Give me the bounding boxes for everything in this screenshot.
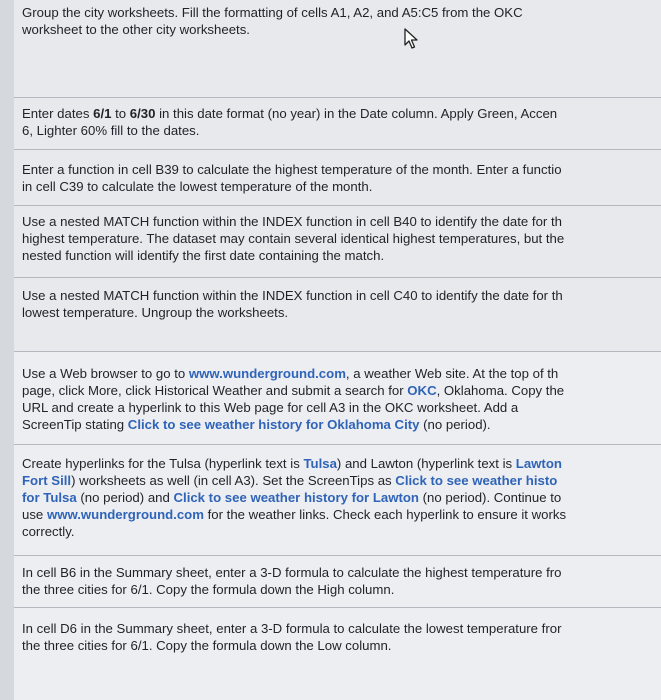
step-index-match-b40 — [14, 205, 661, 278]
step-text-line: the three cities for 6/1. Copy the formula down the High column. — [22, 582, 395, 597]
step-highest-lowest-functions — [14, 149, 661, 206]
step-text-line: Group the city worksheets. Fill the formatting of cells A1, A2, and A5:C5 from the OKC — [22, 5, 523, 20]
okc-link[interactable]: OKC — [407, 383, 437, 398]
screentip-lawton-text: Click to see weather history for Lawton — [173, 490, 419, 505]
screentip-tulsa-text-cont: for Tulsa — [22, 490, 77, 505]
step-text-line: 6, Lighter 60% fill to the dates. — [22, 123, 200, 138]
step-text-line: Fort Sill) worksheets as well (in cell A3). Set the ScreenTips as Click to see weather histo — [22, 473, 558, 488]
step-text-line: In cell D6 in the Summary sheet, enter a 3-D formula to calculate the lowest temperature fror — [22, 621, 562, 636]
step-text-line: In cell B6 in the Summary sheet, enter a 3-D formula to calculate the highest temperature fro — [22, 565, 562, 580]
tulsa-link[interactable]: Tulsa — [303, 456, 337, 471]
step-text-line: highest temperature. The dataset may contain several identical highest temperatures, but the — [22, 231, 565, 246]
step-text-line: the three cities for 6/1. Copy the formula down the Low column. — [22, 638, 392, 653]
step-text-line: worksheet to the other city worksheets. — [22, 22, 250, 37]
step-text-line: Use a Web browser to go to www.wunderground.com, a weather Web site. At the top of th — [22, 366, 559, 381]
step-text-line: nested function will identify the first date containing the match. — [22, 248, 385, 263]
wunderground-link[interactable]: www.wunderground.com — [188, 366, 346, 381]
step-text-line: correctly. — [22, 524, 75, 539]
step-text-line: in cell C39 to calculate the lowest temperature of the month. — [22, 179, 373, 194]
step-3d-formula-high — [14, 555, 661, 608]
step-enter-dates — [14, 97, 661, 150]
step-3d-formula-low — [14, 607, 661, 700]
step-text-line: Create hyperlinks for the Tulsa (hyperlink text is Tulsa) and Lawton (hyperlink text is Lawton — [22, 456, 562, 471]
step-okc-hyperlink — [14, 351, 661, 445]
step-text-line: page, click More, click Historical Weather and submit a search for OKC, Oklahoma. Copy the — [22, 383, 565, 398]
screentip-tulsa-text: Click to see weather histo — [395, 473, 558, 488]
step-text-line: use www.wunderground.com for the weather links. Check each hyperlink to ensure it works — [22, 507, 567, 522]
step-index-match-c40 — [14, 277, 661, 352]
step-group-worksheets — [14, 0, 661, 97]
step-text-line: ScreenTip stating Click to see weather history for Oklahoma City (no period). — [22, 417, 491, 432]
step-text-line: for Tulsa (no period) and Click to see weather history for Lawton (no period). Continue to — [22, 490, 562, 505]
step-text-line: URL and create a hyperlink to this Web page for cell A3 in the OKC worksheet. Add a — [22, 400, 519, 415]
mouse-cursor-icon — [400, 28, 420, 50]
wunderground-link[interactable]: www.wunderground.com — [46, 507, 204, 522]
step-text-line: Enter dates 6/1 to 6/30 in this date format (no year) in the Date column. Apply Green, Accen — [22, 106, 558, 121]
lawton-link-cont[interactable]: Fort Sill — [22, 473, 72, 488]
step-text-line: lowest temperature. Ungroup the worksheets. — [22, 305, 289, 320]
step-text-line: Enter a function in cell B39 to calculate the highest temperature of the month. Enter a functio — [22, 162, 562, 177]
step-text-line: Use a nested MATCH function within the INDEX function in cell B40 to identify the date for th — [22, 214, 562, 229]
lawton-link[interactable]: Lawton — [515, 456, 562, 471]
screentip-okc-text: Click to see weather history for Oklahoma City — [127, 417, 420, 432]
step-tulsa-lawton-hyperlinks — [14, 444, 661, 556]
left-margin — [0, 0, 14, 700]
step-text-line: Use a nested MATCH function within the INDEX function in cell C40 to identify the date for th — [22, 288, 563, 303]
